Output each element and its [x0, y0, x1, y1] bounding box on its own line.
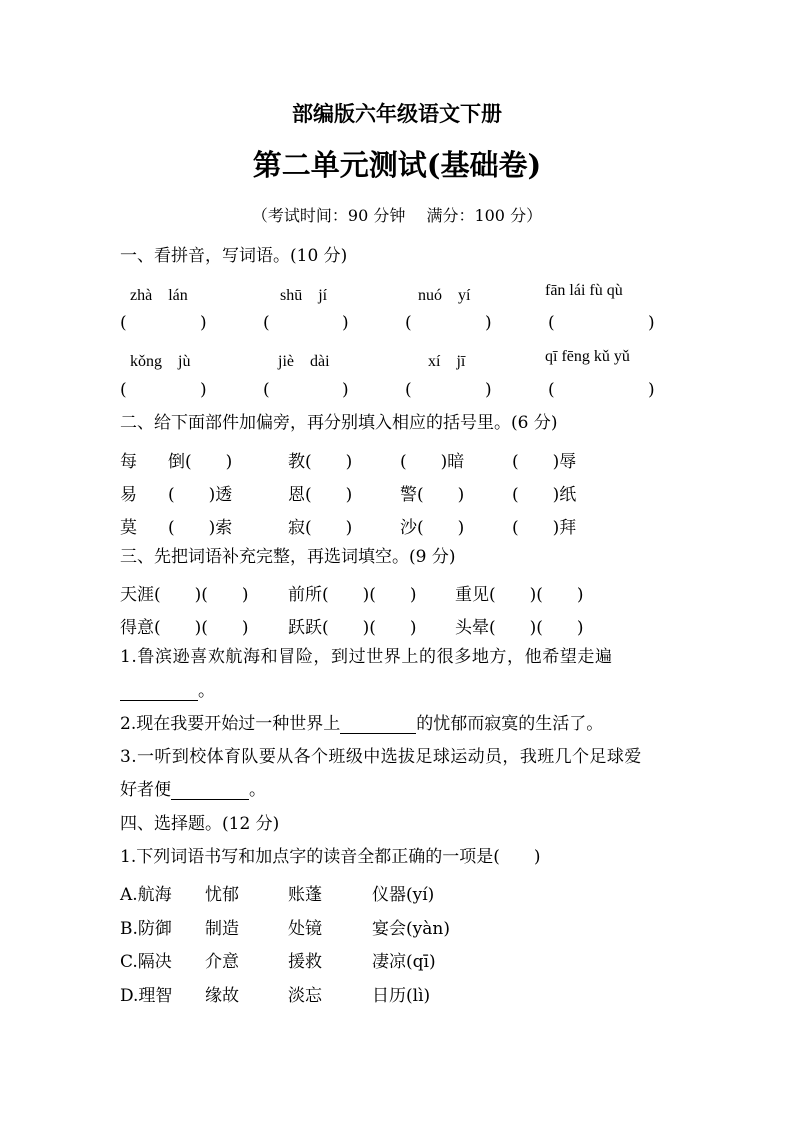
idiom-cell: 重见( )( ) — [455, 585, 584, 605]
option-word: 淡忘 — [288, 986, 322, 1006]
section2-heading: 二、给下面部件加偏旁，再分别填入相应的括号里。(6 分) — [120, 413, 558, 433]
option-word: 日历(lì) — [372, 986, 431, 1006]
paren-close: ) — [342, 380, 349, 400]
fill-question-1-end: 。 — [198, 681, 215, 701]
pinyin-3: nuó yí — [418, 287, 471, 304]
component-cell: 每 — [120, 452, 137, 472]
option-word: 制造 — [205, 919, 239, 939]
answer-cell: ( )辱 — [512, 452, 577, 472]
fill-question-2 — [120, 714, 603, 734]
pinyin-2: shū jí — [280, 287, 328, 304]
option-word: C.隔决 — [120, 952, 172, 972]
pinyin-4: fān lái fù qù — [545, 282, 623, 299]
answer-cell: ( )暗 — [400, 452, 465, 472]
document-title: 部编版六年级语文下册 — [292, 101, 502, 126]
pinyin-6: jiè dài — [278, 353, 330, 370]
pinyin-1: zhà lán — [130, 287, 188, 304]
answer-cell: ( )索 — [168, 518, 233, 538]
answer-cell: 恩( ) — [288, 485, 353, 505]
answer-blank — [171, 783, 249, 800]
answer-cell: 教( ) — [288, 452, 353, 472]
answer-blank — [120, 684, 198, 701]
idiom-cell: 天涯( )( ) — [120, 585, 249, 605]
answer-cell: 寂( ) — [288, 518, 353, 538]
option-word: 凄凉(qī) — [372, 952, 436, 972]
answer-cell: 警( ) — [400, 485, 465, 505]
fill-question-1-blank — [120, 681, 215, 701]
fill-question-3-blank — [120, 780, 266, 800]
choice-question-1: 1.下列词语书写和加点字的读音全都正确的一项是( ) — [120, 847, 541, 867]
answer-cell: ( )拜 — [512, 518, 577, 538]
option-word: A.航海 — [120, 885, 172, 905]
fill-question-3-mid: 好者便 — [120, 780, 171, 800]
option-word: 账蓬 — [288, 885, 322, 905]
option-word: B.防御 — [120, 919, 172, 939]
section4-heading: 四、选择题。(12 分) — [120, 814, 280, 834]
option-word: 宴会(yàn) — [372, 919, 450, 939]
fill-question-2-start: 2.现在我要开始过一种世界上 — [120, 714, 341, 734]
paren-open: ( — [405, 313, 412, 333]
answer-cell: ( )透 — [168, 485, 233, 505]
option-word: 仪器(yí) — [372, 885, 435, 905]
answer-cell: ( )纸 — [512, 485, 577, 505]
pinyin-7: xí jī — [428, 353, 466, 370]
pinyin-8: qī fēng kǔ yǔ — [545, 348, 630, 365]
section1-heading: 一、看拼音，写词语。(10 分) — [120, 246, 348, 266]
section3-heading: 三、先把词语补充完整，再选词填空。(9 分) — [120, 547, 456, 567]
idiom-cell: 跃跃( )( ) — [288, 618, 417, 638]
option-word: D.理智 — [120, 986, 173, 1006]
option-word: 介意 — [205, 952, 239, 972]
component-cell: 易 — [120, 485, 137, 505]
paren-close: ) — [485, 313, 492, 333]
component-cell: 莫 — [120, 518, 137, 538]
paren-open: ( — [120, 380, 127, 400]
answer-blank — [340, 717, 416, 734]
option-word: 援救 — [288, 952, 322, 972]
paren-open: ( — [263, 380, 270, 400]
paren-open: ( — [263, 313, 270, 333]
paren-open: ( — [548, 313, 555, 333]
exam-meta: （考试时间：90 分钟 满分：100 分） — [251, 206, 543, 225]
answer-cell: 沙( ) — [400, 518, 465, 538]
pinyin-5: kǒng jù — [130, 353, 191, 370]
fill-question-1: 1.鲁滨逊喜欢航海和冒险，到过世界上的很多地方，他希望走遍 — [120, 647, 613, 667]
fill-question-3-end: 。 — [249, 780, 266, 800]
idiom-cell: 前所( )( ) — [288, 585, 417, 605]
paren-close: ) — [648, 313, 655, 333]
idiom-cell: 得意( )( ) — [120, 618, 249, 638]
paren-close: ) — [342, 313, 349, 333]
option-word: 缘故 — [205, 986, 239, 1006]
answer-cell: 倒( ) — [168, 452, 233, 472]
paren-close: ) — [648, 380, 655, 400]
option-word: 忧郁 — [205, 885, 239, 905]
fill-question-2-end: 的忧郁而寂寞的生活了。 — [416, 714, 604, 734]
paren-close: ) — [200, 313, 207, 333]
option-word: 处镜 — [288, 919, 322, 939]
paren-open: ( — [120, 313, 127, 333]
document-subtitle: 第二单元测试(基础卷) — [252, 148, 542, 182]
paren-close: ) — [485, 380, 492, 400]
idiom-cell: 头晕( )( ) — [455, 618, 584, 638]
paren-open: ( — [405, 380, 412, 400]
paren-close: ) — [200, 380, 207, 400]
fill-question-3: 3.一听到校体育队要从各个班级中选拔足球运动员，我班几个足球爱 — [120, 747, 642, 767]
paren-open: ( — [548, 380, 555, 400]
